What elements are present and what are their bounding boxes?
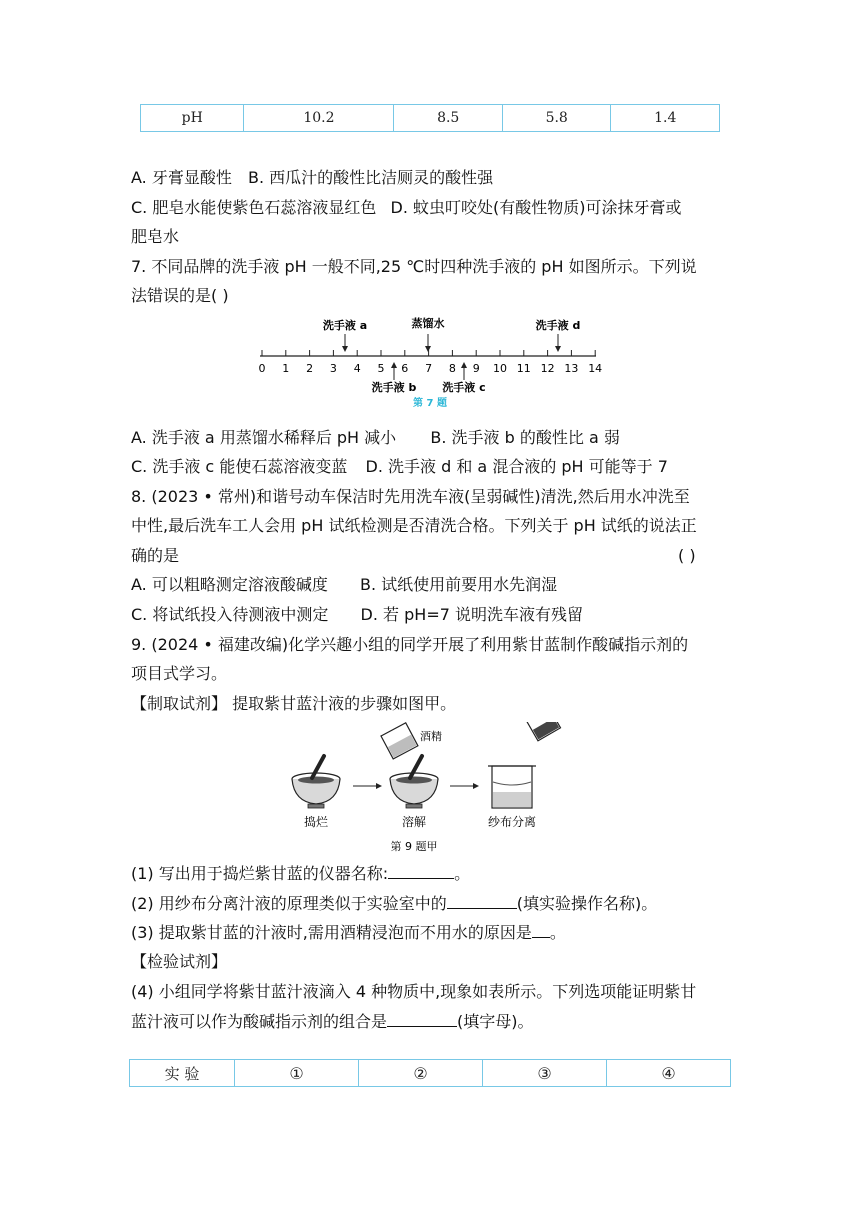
q9-part4-line2: 蓝汁液可以作为酸碱指示剂的组合是 (填字母)。 (131, 1012, 534, 1031)
pouring-beaker-icon (526, 722, 561, 741)
q8-option-b: B. 试纸使用前要用水先润湿 (360, 575, 558, 594)
ph-table-header: pH (141, 105, 244, 132)
experiment-table-header: 实 验 (130, 1060, 235, 1087)
q6-option-a: A. 牙膏显酸性 (131, 168, 232, 187)
ph-value: 10.2 (244, 105, 394, 132)
ph-tick-label: 6 (401, 362, 409, 375)
q8-option-d: D. 若 pH=7 说明洗车液有残留 (360, 605, 583, 624)
ph-tick-label: 11 (516, 362, 531, 375)
experiment-col: ④ (607, 1060, 731, 1087)
ph-value: 5.8 (502, 105, 611, 132)
q6-options-row1 (131, 167, 493, 189)
experiment-col: ② (359, 1060, 483, 1087)
q9-figure-caption: 第 9 题甲 (390, 840, 438, 852)
arrow-c-head (461, 362, 467, 368)
label-b: 洗手液 b (371, 381, 417, 394)
q7-ph-scale-figure (250, 312, 610, 412)
q9-part2: (2) 用纱布分离汁液的原理类似于实验室中的 (填实验操作名称)。 (131, 894, 658, 913)
ph-value: 1.4 (611, 105, 720, 132)
q9-apparatus-figure (286, 722, 576, 852)
q7-options-row2 (131, 456, 668, 478)
q9-section-test: 【检验试剂】 (131, 952, 228, 971)
q8-options-row2 (131, 604, 583, 626)
ph-tick-label: 8 (448, 362, 456, 375)
ph-tick-label: 3 (329, 362, 337, 375)
q8-stem-line3: 确的是 (131, 546, 180, 565)
label-c: 洗手液 c (442, 381, 486, 394)
ph-tick-label: 4 (353, 362, 361, 375)
ph-tick-label: 14 (588, 362, 603, 375)
experiment-col: ③ (483, 1060, 607, 1087)
q6-option-c: C. 肥皂水能使紫色石蕊溶液显红色 (131, 198, 377, 217)
q7-option-c: C. 洗手液 c 能使石蕊溶液变蓝 (131, 457, 348, 476)
mortar-pestle-icon-1 (292, 756, 340, 808)
ph-table (140, 104, 720, 132)
q7-option-b: B. 洗手液 b 的酸性比 a 弱 (430, 428, 620, 447)
filter-beaker-icon (488, 766, 536, 808)
q7-stem-line2: 法错误的是( ) (131, 286, 229, 305)
q7-figure-caption: 第 7 题 (413, 398, 447, 409)
label-a: 洗手液 a (322, 319, 368, 332)
q9-stem-line1: 9. (2024 • 福建改编)化学兴趣小组的同学开展了利用紫甘蓝制作酸碱指示剂的 (131, 635, 689, 654)
q9-section-prepare: 【制取试剂】 提取紫甘蓝汁液的步骤如图甲。 (131, 694, 457, 713)
step-label-mash: 捣烂 (303, 815, 329, 829)
ph-tick-label: 7 (425, 362, 433, 375)
q6-option-b: B. 西瓜汁的酸性比洁厕灵的酸性强 (248, 168, 494, 187)
q7-option-d: D. 洗手液 d 和 a 混合液的 pH 可能等于 7 (365, 457, 668, 476)
q6-options-row2 (131, 197, 682, 219)
experiment-col: ① (235, 1060, 359, 1087)
q9-part2-blank[interactable] (447, 892, 517, 909)
q9-part4-blank[interactable] (387, 1010, 457, 1027)
ph-tick-label: 0 (258, 362, 266, 375)
q8-option-c: C. 将试纸投入待测液中测定 (131, 605, 329, 624)
ph-tick-label: 1 (282, 362, 290, 375)
arrow-b-head (391, 362, 397, 368)
ph-tick-label: 9 (472, 362, 480, 375)
step-label-separate: 纱布分离 (487, 815, 537, 829)
arrow-d-head (555, 346, 561, 352)
q9-stem-line2: 项目式学习。 (131, 664, 228, 683)
q9-part4-line1: (4) 小组同学将紫甘蓝汁液滴入 4 种物质中,现象如表所示。下列选项能证明紫甘 (131, 982, 697, 1001)
mortar-pestle-icon-2 (390, 756, 438, 808)
q7-stem-line1: 7. 不同品牌的洗手液 pH 一般不同,25 ℃时四种洗手液的 pH 如图所示。下列说 (131, 257, 697, 276)
alcohol-beaker-icon (381, 723, 418, 759)
arrow-water-head (425, 346, 431, 352)
label-water: 蒸馏水 (411, 317, 445, 330)
q9-part1: (1) 写出用于捣烂紫甘蓝的仪器名称: 。 (131, 864, 471, 883)
q9-part3: (3) 提取紫甘蓝的汁液时,需用酒精浸泡而不用水的原因是 。 (131, 923, 566, 942)
ph-tick-label: 13 (564, 362, 579, 375)
step-label-dissolve: 溶解 (401, 815, 427, 829)
arrow-a-head (342, 346, 348, 352)
label-d: 洗手液 d (535, 319, 581, 332)
ph-tick-label: 12 (540, 362, 555, 375)
ph-tick-label: 2 (306, 362, 314, 375)
q9-part1-blank[interactable] (388, 862, 454, 879)
q7-options-row1 (131, 427, 620, 449)
q8-stem-line2: 中性,最后洗车工人会用 pH 试纸检测是否清洗合格。下列关于 pH 试纸的说法正 (131, 516, 697, 535)
q8-answer-paren: ( ) (678, 546, 696, 565)
q8-options-row1 (131, 574, 557, 596)
q6-option-d: D. 蚊虫叮咬处(有酸性物质)可涂抹牙膏或 (390, 198, 682, 217)
q8-stem-line1: 8. (2023 • 常州)和谐号动车保洁时先用洗车液(呈弱碱性)清洗,然后用水冲洗至 (131, 487, 690, 506)
q9-part3-blank[interactable] (532, 921, 550, 938)
ph-tick-label: 10 (493, 362, 507, 375)
ph-value: 8.5 (394, 105, 503, 132)
alcohol-label: 酒精 (420, 730, 442, 743)
q7-option-a: A. 洗手液 a 用蒸馏水稀释后 pH 减小 (131, 428, 397, 447)
q8-option-a: A. 可以粗略测定溶液酸碱度 (131, 575, 328, 594)
ph-tick-label: 5 (377, 362, 385, 375)
experiment-table (129, 1059, 731, 1087)
q6-option-d-cont: 肥皂水 (131, 227, 180, 246)
